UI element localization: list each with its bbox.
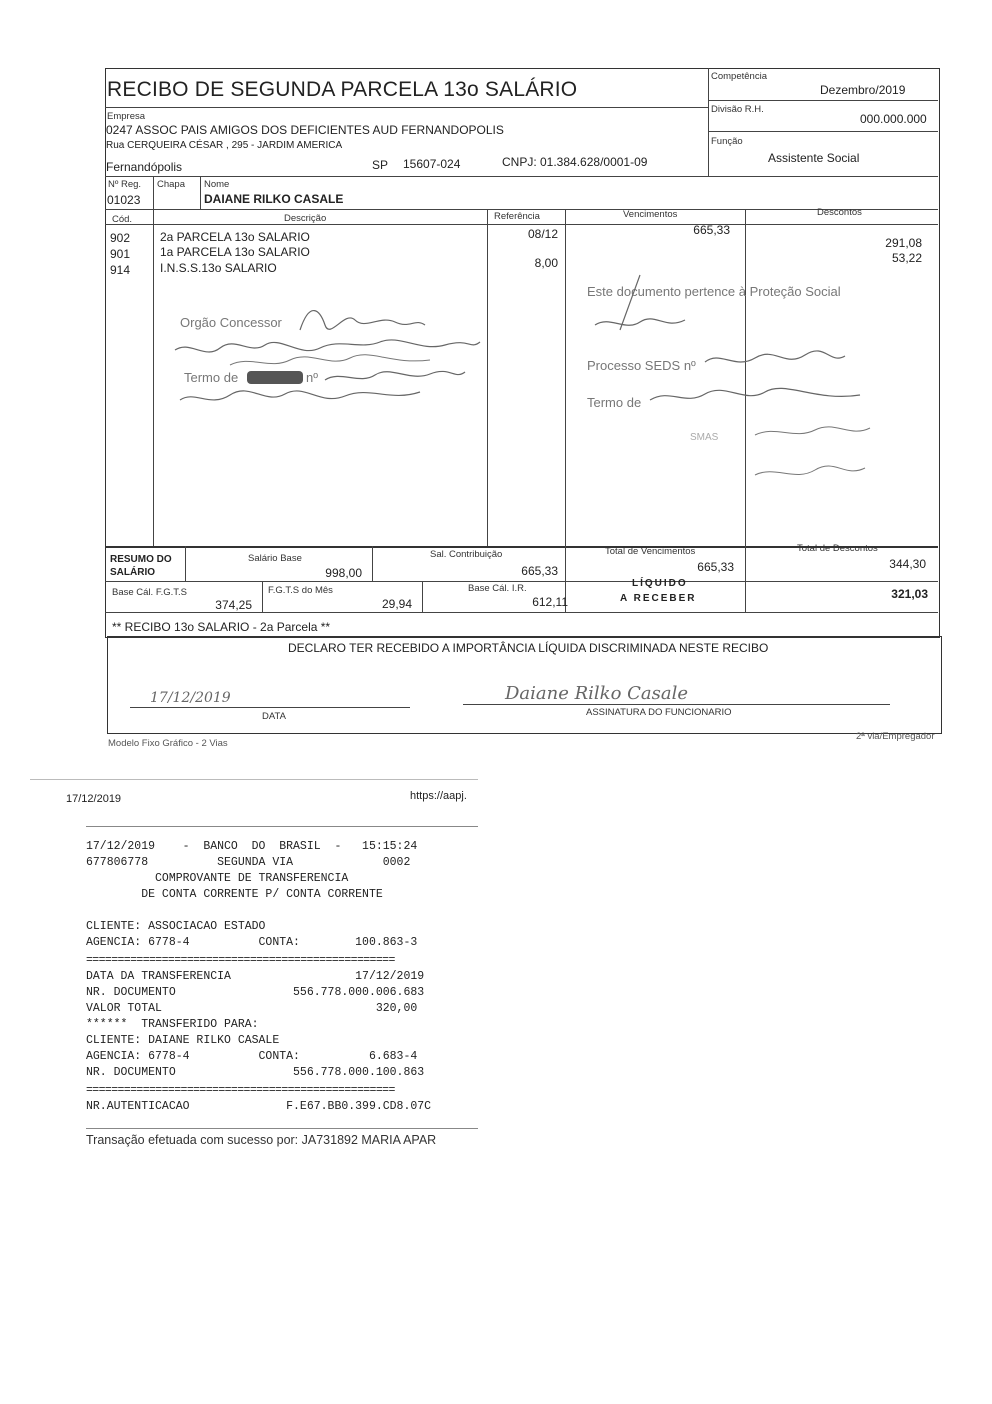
col-descricao: Descrição: [284, 213, 327, 224]
divider: [565, 209, 566, 546]
print-url: https://aapj.: [410, 790, 467, 802]
item-desc: I.N.S.S.13o SALARIO: [160, 261, 277, 275]
item-cod: 914: [110, 263, 131, 277]
footer-note: ** RECIBO 13o SALARIO - 2a Parcela **: [112, 620, 331, 634]
resumo-label: RESUMO DO SALÁRIO: [110, 554, 172, 578]
fgts-mes-label: F.G.T.S do Mês: [268, 585, 333, 596]
divider: [86, 826, 478, 827]
signature-label: ASSINATURA DO FUNCIONARIO: [586, 707, 732, 718]
bank-footer: Transação efetuada com sucesso por: JA731892 MARIA APAR: [86, 1133, 437, 1147]
divider: [708, 100, 938, 101]
divider: [105, 612, 938, 613]
item-desc: 1a PARCELA 13o SALARIO: [160, 245, 310, 259]
stamp-processo-seds: Processo SEDS nº: [587, 358, 696, 373]
nreg-value: 01023: [107, 193, 141, 207]
divider: [105, 581, 938, 582]
item-cod: 901: [110, 247, 131, 261]
employee-name: DAIANE RILKO CASALE: [204, 192, 344, 206]
total-venc-label: Total de Vencimentos: [605, 546, 696, 557]
stamp-orgao-concessor: Orgão Concessor: [180, 315, 282, 330]
item-ref: 8,00: [534, 256, 558, 270]
bank-line: CLIENTE: ASSOCIACAO ESTADO: [86, 920, 266, 933]
competencia-value: Dezembro/2019: [820, 83, 906, 97]
divider: [105, 209, 938, 210]
empresa-address: Rua CERQUEIRA CÉSAR , 295 - JARDIM AMERICA: [106, 140, 343, 151]
bank-line: NR. DOCUMENTO 556.778.000.006.683: [86, 986, 425, 999]
divider: [105, 224, 938, 225]
stamp-numero: nº: [306, 370, 318, 385]
divider: [372, 546, 373, 581]
bank-separator: =================================================: [86, 1084, 395, 1097]
bank-line: ****** TRANSFERIDO PARA:: [86, 1018, 259, 1031]
empresa-city: Fernandópolis: [106, 160, 183, 174]
bank-line: AGENCIA: 6778-4 CONTA: 6.683-4: [86, 1050, 418, 1063]
divider: [745, 546, 746, 612]
item-descont: 291,08: [885, 236, 922, 250]
funcao-value: Assistente Social: [768, 151, 860, 165]
empresa-label: Empresa: [107, 111, 146, 122]
divider: [105, 176, 938, 177]
bank-line: VALOR TOTAL 320,00: [86, 1002, 418, 1015]
funcao-label: Função: [711, 136, 743, 147]
col-referencia: Referência: [494, 211, 540, 222]
via-note: 2ª via/Empregador: [856, 731, 935, 742]
liquido-value: 321,03: [891, 587, 928, 601]
receipt-title: RECIBO DE SEGUNDA PARCELA 13o SALÁRIO: [107, 78, 578, 101]
sal-contrib-value: 665,33: [521, 564, 558, 578]
base-fgts-label: Base Cál. F.G.T.S: [112, 587, 187, 598]
date-label: DATA: [262, 711, 286, 722]
col-cod: Cód.: [112, 214, 133, 225]
bank-line: DATA DA TRANSFERENCIA 17/12/2019: [86, 970, 425, 983]
divider: [262, 581, 263, 612]
bank-line: 677806778 SEGUNDA VIA 0002: [86, 856, 411, 869]
bank-line: NR.AUTENTICACAO F.E67.BB0.399.CD8.07C: [86, 1100, 432, 1113]
nome-label: Nome: [204, 179, 230, 190]
empresa-name: 0247 ASSOC PAIS AMIGOS DOS DEFICIENTES AUD FERNANDOPOLIS: [106, 123, 504, 137]
item-venc: 665,33: [693, 223, 730, 237]
nreg-label: Nº Reg.: [108, 179, 142, 190]
sal-contrib-label: Sal. Contribuição: [430, 549, 503, 560]
base-fgts-value: 374,25: [215, 598, 252, 612]
divider: [708, 68, 709, 176]
stamp-termo-right: Termo de: [587, 395, 642, 410]
date-line: [130, 707, 410, 708]
scan-edge: [30, 779, 478, 780]
bank-line: AGENCIA: 6778-4 CONTA: 100.863-3: [86, 936, 418, 949]
item-descont: 53,22: [891, 251, 922, 265]
empresa-cnpj: CNPJ: 01.384.628/0001-09: [502, 155, 648, 169]
col-descontos: Descontos: [817, 207, 862, 218]
total-desc-value: 344,30: [889, 557, 926, 571]
stamp-protecao-social: Este documento pertence à Proteção Social: [587, 284, 841, 299]
signature-line: [463, 704, 890, 705]
item-ref: 08/12: [527, 227, 558, 241]
declaration-text: DECLARO TER RECEBIDO A IMPORTÂNCIA LÍQUIDA DISCRIMINADA NESTE RECIBO: [288, 641, 769, 655]
item-desc: 2a PARCELA 13o SALARIO: [160, 230, 310, 244]
bank-line: NR. DOCUMENTO 556.778.000.100.863: [86, 1066, 425, 1079]
empresa-cep: 15607-024: [403, 157, 461, 171]
chapa-label: Chapa: [157, 179, 185, 190]
stamp-termo: Termo de: [184, 370, 239, 385]
stamp-smas: SMAS: [690, 432, 719, 443]
item-cod: 902: [110, 231, 131, 245]
divisao-value: 000.000.000: [860, 112, 927, 126]
base-ir-label: Base Cál. I.R.: [468, 583, 527, 594]
divider: [153, 176, 154, 209]
divider: [105, 107, 708, 108]
date-handwritten: 17/12/2019: [150, 690, 231, 706]
empresa-uf: SP: [372, 158, 389, 172]
liquido-label: LÍQUIDO: [632, 578, 688, 589]
competencia-label: Competência: [711, 71, 767, 82]
total-venc-value: 665,33: [697, 560, 734, 574]
bank-line: COMPROVANTE DE TRANSFERENCIA: [86, 872, 349, 885]
col-vencimentos: Vencimentos: [623, 209, 678, 220]
handwritten-scribbles-left: [170, 290, 490, 420]
bank-separator: =================================================: [86, 954, 395, 967]
divider: [185, 546, 186, 581]
divider: [422, 581, 423, 612]
signature-handwritten: Daiane Rilko Casale: [505, 683, 689, 704]
total-desc-label: Total de Descontos: [797, 543, 878, 554]
salario-base-label: Salário Base: [248, 553, 302, 564]
print-date: 17/12/2019: [66, 793, 122, 805]
divisao-label: Divisão R.H.: [711, 104, 764, 115]
base-ir-value: 612,11: [532, 595, 568, 609]
fgts-mes-value: 29,94: [381, 597, 412, 611]
divider: [153, 209, 154, 546]
divider: [86, 1128, 478, 1129]
bank-line: 17/12/2019 - BANCO DO BRASIL - 15:15:24: [86, 840, 418, 853]
a-receber-label: A RECEBER: [620, 593, 697, 604]
salario-base-value: 998,00: [325, 566, 362, 580]
handwritten-scribbles-right: [585, 270, 885, 500]
bank-line: DE CONTA CORRENTE P/ CONTA CORRENTE: [86, 888, 383, 901]
divider: [200, 176, 201, 209]
modelo-note: Modelo Fixo Gráfico - 2 Vias: [108, 738, 228, 749]
bank-line: CLIENTE: DAIANE RILKO CASALE: [86, 1034, 280, 1047]
divider: [708, 131, 938, 132]
